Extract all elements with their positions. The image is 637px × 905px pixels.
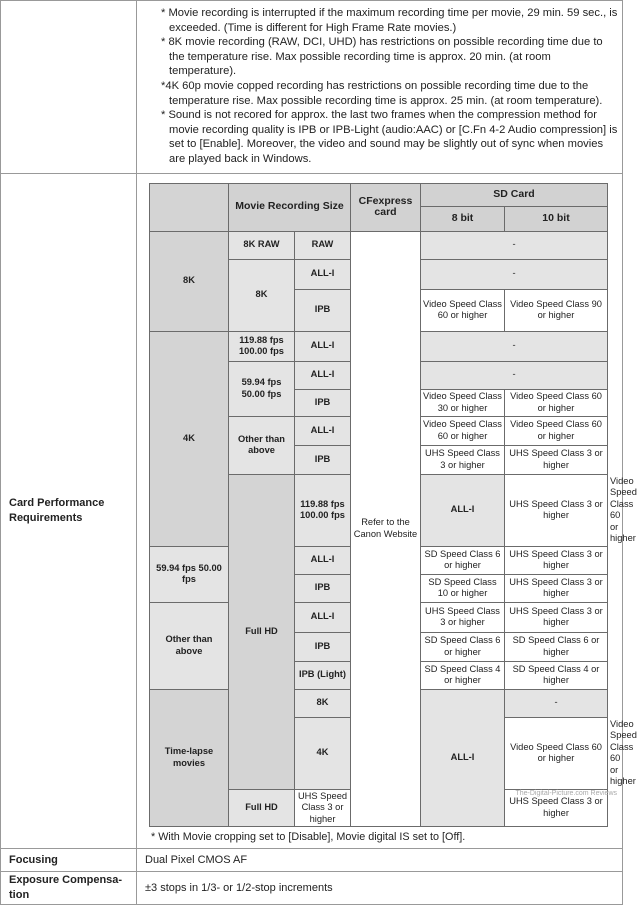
cell-r4: - (421, 331, 608, 361)
cell-r7b: Video Speed Class 60 or higher (505, 416, 608, 445)
exposure-label: Exposure Compensa-tion (1, 872, 137, 905)
size-8k: 8K (229, 259, 295, 331)
cell-r10b: UHS Speed Class 3 or higher (505, 546, 608, 574)
cell-r3b: Video Speed Class 90 or higher (505, 289, 608, 331)
card-performance-row (1, 173, 623, 849)
size-fhd-60: 59.94 fps 50.00 fps (150, 546, 229, 602)
group-time-lapse: Time-lapse movies (150, 689, 229, 827)
cell-r9a: UHS Speed Class 3 or higher (505, 474, 608, 546)
cell-r15: - (505, 689, 608, 717)
comp-all-i-tl: ALL-I (421, 689, 505, 827)
focusing-row (1, 849, 623, 872)
card-performance-label: Card Performance Requirements (1, 173, 137, 849)
cell-r17a: UHS Speed Class 3 or higher (295, 789, 351, 827)
card-requirements-table: Movie Recording Size CFexpress card SD Card 8 bit 10 bit 8K 8K RAW RAW Refer to the Canon Website - 8K ALL-I - IPB Video Speed Class 60 or higher Video Speed Class 90 or higher 4K 119.88 fps 100.00 fps ALL-I - 59.94 fps 50.00 fps ALL-I - IPB Video Speed Class 30 or higher Video Speed Class 60 or higher Other than above ALL-I Video Speed Class 60 or higher Video Speed Class 60 or higher IPB UHS Speed Class 3 or higher UHS Speed Class 3 or higher Full HD 119.88 fps 100.00 fps ALL-I UHS Speed Class 3 or higher Video Speed Class 60 or higher 59.94 fps 50.00 fps ALL-I SD Speed Class 6 or higher UHS Speed Class 3 or higher IPB SD Speed Class 10 or higher UHS Speed Class 3 or higher Other than above ALL-I UHS Speed Class 3 or higher UHS Speed Class 3 or higher IPB SD Speed Class 6 or higher SD Speed Class 6 or higher IPB (Light) SD Speed Class 4 or higher SD Speed Class 4 or higher Time-lapse movies 8K ALL-I - 4K Video Speed Class 60 or higher Video Speed Class 60 or higher Full HD UHS Speed Class 3 or higher UHS Speed Class 3 or higher (149, 183, 608, 828)
card-footnote: * With Movie cropping set to [Disable], Movie digital IS set to [Off]. (151, 831, 466, 844)
size-fhd-120: 119.88 fps 100.00 fps (295, 474, 351, 546)
header-sd: SD Card (421, 183, 608, 206)
cell-r6b: Video Speed Class 60 or higher (505, 389, 608, 416)
cell-r13a: SD Speed Class 6 or higher (421, 632, 505, 661)
comp-ipb: IPB (295, 445, 351, 474)
size-tl-4k: 4K (295, 717, 351, 789)
cell-r12a: UHS Speed Class 3 or higher (421, 602, 505, 632)
comp-all-i: ALL-I (295, 546, 351, 574)
comp-ipb: IPB (295, 289, 351, 331)
comp-raw: RAW (295, 231, 351, 259)
size-fhd-other: Other than above (150, 602, 229, 689)
header-8bit: 8 bit (421, 206, 505, 231)
header-empty (150, 183, 229, 231)
group-full-hd: Full HD (229, 474, 295, 789)
comp-ipb: IPB (295, 632, 351, 661)
card-performance-cell (137, 173, 637, 849)
size-tl-8k: 8K (295, 689, 351, 717)
size-4k-120: 119.88 fps 100.00 fps (229, 331, 295, 361)
cell-r3a: Video Speed Class 60 or higher (421, 289, 505, 331)
group-4k: 4K (150, 331, 229, 546)
cell-r8a: UHS Speed Class 3 or higher (421, 445, 505, 474)
cell-r7a: Video Speed Class 60 or higher (421, 416, 505, 445)
cell-r1: - (421, 231, 608, 259)
cell-r16a: Video Speed Class 60 or higher (505, 717, 608, 789)
exposure-row (1, 872, 623, 905)
note-4: * Sound is not recored for approx. the last two frames when the compression method for movie recording quality is IPB or IPB-Light (audio:AAC) or [C.Fn 4-2 Audio compression] is set to [Enable]. Moreover, the video and sound may be slightly out of sync when movies are played back in Windows. (161, 109, 618, 165)
cell-r17b: UHS Speed Class 3 or higher (505, 789, 608, 827)
note-3: *4K 60p movie copped recording has restrictions on possible recording time due to the temperature rise. Max possible recording time is approx. 25 min. (at room temperature). (161, 79, 603, 107)
cell-r2: - (421, 259, 608, 289)
header-size: Movie Recording Size (229, 183, 351, 231)
cell-r11b: UHS Speed Class 3 or higher (505, 574, 608, 602)
comp-all-i: ALL-I (295, 361, 351, 389)
cell-r14a: SD Speed Class 4 or higher (421, 661, 505, 689)
cell-r8b: UHS Speed Class 3 or higher (505, 445, 608, 474)
size-tl-fhd: Full HD (229, 789, 295, 827)
cell-r14b: SD Speed Class 4 or higher (505, 661, 608, 689)
focusing-value: Dual Pixel CMOS AF (137, 849, 623, 872)
header-10bit: 10 bit (505, 206, 608, 231)
comp-ipb-light: IPB (Light) (295, 661, 351, 689)
header-cfexpress: CFexpress card (351, 183, 421, 231)
cell-r13b: SD Speed Class 6 or higher (505, 632, 608, 661)
cell-r11a: SD Speed Class 10 or higher (421, 574, 505, 602)
watermark: The-Digital-Picture.com Reviews (515, 790, 617, 797)
comp-all-i: ALL-I (295, 331, 351, 361)
comp-all-i: ALL-I (295, 416, 351, 445)
cell-r12b: UHS Speed Class 3 or higher (505, 602, 608, 632)
movie-notes-row (1, 1, 623, 174)
size-4k-other: Other than above (229, 416, 295, 474)
group-8k: 8K (150, 231, 229, 331)
comp-all-i: ALL-I (295, 602, 351, 632)
size-4k-60: 59.94 fps 50.00 fps (229, 361, 295, 416)
empty-label-cell (1, 1, 137, 174)
note-1: * Movie recording is interrupted if the maximum recording time per movie, 29 min. 59 sec., is exceeded. (Time is different for High Frame Rate movies.) (161, 7, 618, 34)
comp-ipb: IPB (295, 389, 351, 416)
note-2: * 8K movie recording (RAW, DCI, UHD) has restrictions on possible recording time due to the temperature rise. Max possible recording time is approx. 20 min. (at room temperature). (161, 36, 603, 78)
cell-r5: - (421, 361, 608, 389)
comp-all-i: ALL-I (295, 259, 351, 289)
comp-ipb: IPB (295, 574, 351, 602)
comp-all-i: ALL-I (421, 474, 505, 546)
exposure-value: ±3 stops in 1/3- or 1/2-stop increments (137, 872, 623, 905)
cfexpress-value: Refer to the Canon Website (351, 231, 421, 827)
cell-r10a: SD Speed Class 6 or higher (421, 546, 505, 574)
size-8k-raw: 8K RAW (229, 231, 295, 259)
focusing-label: Focusing (1, 849, 137, 872)
notes-cell (137, 1, 623, 174)
cell-r6a: Video Speed Class 30 or higher (421, 389, 505, 416)
